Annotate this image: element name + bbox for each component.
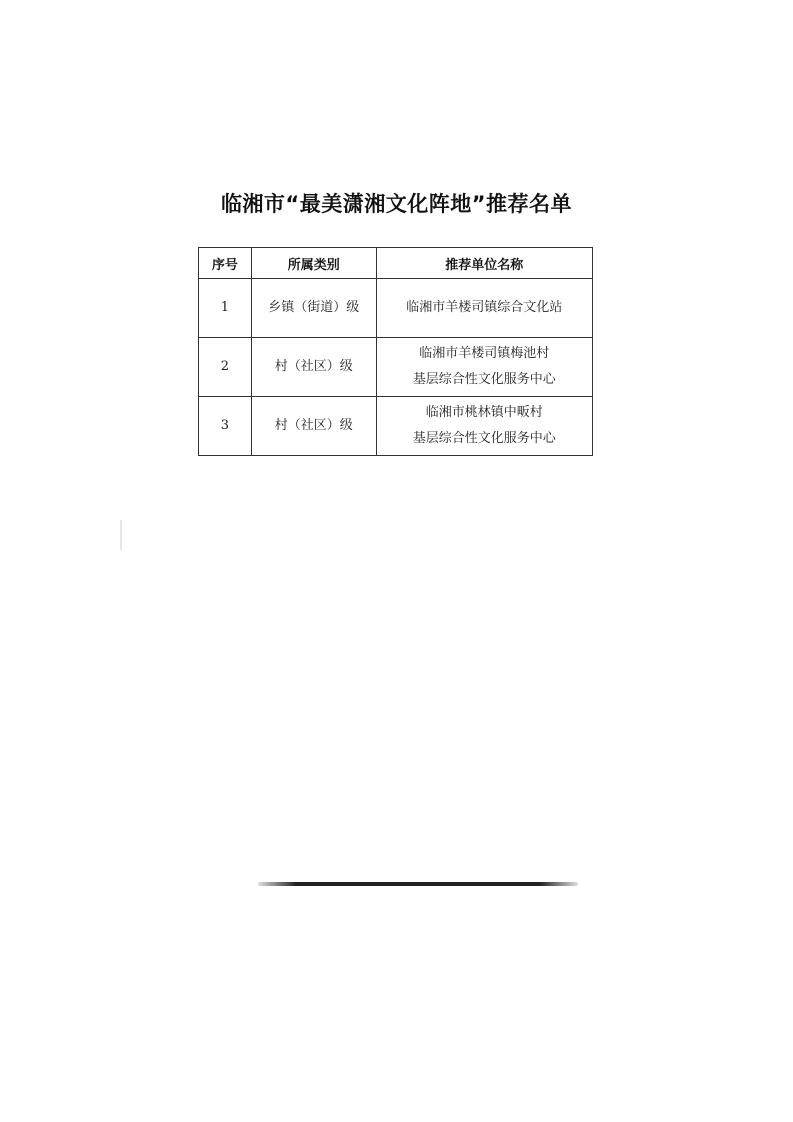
unit-line: 基层综合性文化服务中心 bbox=[412, 431, 556, 446]
unit-line: 基层综合性文化服务中心 bbox=[412, 372, 556, 387]
recommendation-table bbox=[198, 247, 593, 456]
header-category: 所属类别 bbox=[251, 248, 376, 279]
unit-line: 临湘市羊楼司镇综合文化站 bbox=[406, 300, 563, 315]
cell-unit bbox=[376, 279, 592, 338]
cell-unit bbox=[376, 397, 592, 456]
scan-artifact bbox=[120, 520, 122, 550]
table-row bbox=[199, 279, 593, 338]
cell-unit bbox=[376, 338, 592, 397]
header-seq: 序号 bbox=[199, 248, 252, 279]
cell-category: 村（社区）级 bbox=[251, 338, 376, 397]
unit-line: 临湘市桃林镇中畈村 bbox=[425, 405, 543, 420]
cell-seq: 1 bbox=[199, 279, 252, 338]
table-row bbox=[199, 338, 593, 397]
table-row bbox=[199, 397, 593, 456]
cell-seq: 2 bbox=[199, 338, 252, 397]
cell-category: 村（社区）级 bbox=[251, 397, 376, 456]
bottom-rule bbox=[258, 882, 578, 886]
table-header-row bbox=[199, 248, 593, 279]
header-unit: 推荐单位名称 bbox=[376, 248, 592, 279]
cell-category: 乡镇（街道）级 bbox=[251, 279, 376, 338]
document-title: 临湘市“最美潇湘文化阵地”推荐名单 bbox=[220, 192, 573, 216]
cell-seq: 3 bbox=[199, 397, 252, 456]
unit-line: 临湘市羊楼司镇梅池村 bbox=[419, 346, 550, 361]
